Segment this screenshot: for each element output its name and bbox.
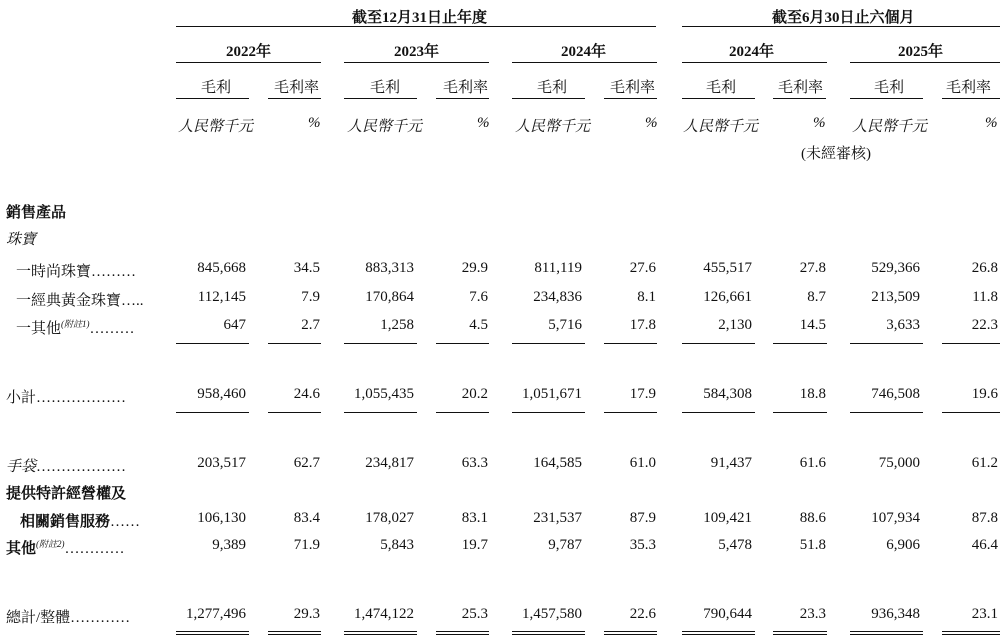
row-label-other (6, 537, 125, 558)
table-cell: 178,027 (365, 510, 414, 526)
unit-profit-2024: 人民幣千元 (515, 119, 591, 135)
table-cell: 790,644 (703, 606, 752, 622)
table-cell: 231,537 (533, 510, 582, 526)
table-cell: 34.5 (293, 260, 320, 276)
table-rule (942, 412, 1000, 413)
table-cell: 8.1 (637, 289, 656, 305)
unit-margin-2022: % (308, 115, 321, 131)
table-rule (942, 343, 1000, 344)
table-cell: 87.8 (971, 510, 998, 526)
table-cell: 811,119 (534, 260, 582, 276)
table-cell: 35.3 (629, 537, 656, 553)
row-label-franchise-services (6, 510, 140, 531)
table-cell: 5,478 (718, 537, 752, 553)
row-label-text: 小計 (6, 390, 37, 406)
table-rule (604, 412, 657, 413)
rule-year-2023 (344, 62, 489, 63)
table-cell: 647 (223, 317, 246, 333)
col-header-profit-2024: 毛利 (537, 80, 568, 96)
table-rule (176, 631, 249, 635)
row-label-other-jewelry (6, 317, 135, 338)
table-cell: 29.9 (461, 260, 488, 276)
row-label-total (6, 606, 130, 627)
row-label-fashion-jewelry (6, 260, 136, 281)
year-header-2023: 2023年 (394, 44, 440, 60)
table-cell: 22.3 (971, 317, 998, 333)
table-cell: 234,836 (533, 289, 582, 305)
table-cell: 83.1 (461, 510, 488, 526)
table-rule (512, 631, 585, 635)
table-cell: 126,661 (703, 289, 752, 305)
year-header-2022: 2022年 (226, 44, 272, 60)
table-cell: 1,277,496 (186, 606, 246, 622)
table-rule (268, 631, 321, 635)
table-cell: 26.8 (971, 260, 998, 276)
rule-year-2025-h1 (850, 62, 1000, 63)
leader-dots: ……………… (36, 459, 127, 475)
leader-dots: ………… (70, 610, 131, 626)
table-cell: 14.5 (799, 317, 826, 333)
table-rule (942, 631, 1000, 635)
table-rule (682, 412, 755, 413)
section-jewelry: 珠寶 (6, 232, 37, 248)
table-cell: 2,130 (718, 317, 752, 333)
table-rule (604, 631, 657, 635)
table-rule (682, 631, 755, 635)
table-cell: 112,145 (197, 289, 246, 305)
table-cell: 213,509 (871, 289, 920, 305)
table-cell: 25.3 (461, 606, 488, 622)
table-cell: 2.7 (301, 317, 320, 333)
rule-col-margin-2024 (604, 98, 657, 99)
table-cell: 1,055,435 (354, 386, 414, 402)
leader-dots: ……… (89, 321, 135, 337)
table-rule (176, 343, 249, 344)
unaudited-note: (未經審核) (801, 146, 871, 162)
table-cell: 51.8 (799, 537, 826, 553)
rule-year-2024 (512, 62, 657, 63)
unit-margin-2024: % (645, 115, 658, 131)
table-cell: 164,585 (533, 455, 582, 471)
table-cell: 1,258 (380, 317, 414, 333)
table-cell: 106,130 (197, 510, 246, 526)
table-cell: 61.6 (799, 455, 826, 471)
rule-full-year (176, 26, 656, 27)
table-rule (344, 412, 417, 413)
table-cell: 936,348 (871, 606, 920, 622)
unit-profit-2025-h1: 人民幣千元 (852, 119, 928, 135)
table-rule (268, 343, 321, 344)
table-cell: 11.8 (972, 289, 998, 305)
table-rule (436, 412, 489, 413)
rule-col-profit-2024-h1 (682, 98, 755, 99)
table-cell: 5,716 (548, 317, 582, 333)
leader-dots: ….. (121, 293, 144, 309)
table-cell: 23.1 (971, 606, 998, 622)
table-rule (268, 412, 321, 413)
rule-half-year (682, 26, 1000, 27)
col-header-margin-2024-h1: 毛利率 (778, 80, 824, 96)
table-cell: 455,517 (703, 260, 752, 276)
row-label-classic-gold-jewelry (6, 289, 144, 310)
table-cell: 75,000 (878, 455, 920, 471)
rule-year-2022 (176, 62, 321, 63)
table-rule (850, 412, 923, 413)
row-label-text: 其他 (6, 541, 37, 557)
table-cell: 7.6 (469, 289, 488, 305)
rule-col-profit-2025-h1 (850, 98, 923, 99)
table-cell: 46.4 (971, 537, 998, 553)
table-rule (604, 343, 657, 344)
leader-dots: ………… (64, 541, 125, 557)
table-rule (773, 343, 827, 344)
table-cell: 6,906 (886, 537, 920, 553)
row-label-text: 一其他 (16, 321, 62, 337)
row-label-text: 相關銷售服務 (20, 514, 111, 530)
leader-dots: ……………… (36, 390, 127, 406)
rule-col-profit-2023 (344, 98, 417, 99)
unit-margin-2023: % (477, 115, 490, 131)
table-cell: 883,313 (365, 260, 414, 276)
table-cell: 529,366 (871, 260, 920, 276)
table-rule (850, 343, 923, 344)
table-cell: 746,508 (871, 386, 920, 402)
table-cell: 22.6 (629, 606, 656, 622)
table-cell: 1,051,671 (522, 386, 582, 402)
unit-profit-2022: 人民幣千元 (178, 119, 254, 135)
table-rule (344, 343, 417, 344)
unit-margin-2025-h1: % (985, 115, 998, 131)
year-header-2024: 2024年 (561, 44, 607, 60)
col-header-margin-2024: 毛利率 (610, 80, 656, 96)
col-header-profit-2023: 毛利 (370, 80, 401, 96)
row-label-text: 總計/整體 (6, 610, 71, 626)
table-cell: 91,437 (710, 455, 752, 471)
col-header-profit-2022: 毛利 (201, 80, 232, 96)
table-rule (176, 412, 249, 413)
table-cell: 27.8 (799, 260, 826, 276)
table-cell: 27.6 (629, 260, 656, 276)
table-cell: 958,460 (197, 386, 246, 402)
footnote-ref-2: (附註2) (36, 539, 65, 549)
table-cell: 584,308 (703, 386, 752, 402)
period-header-half-year: 截至6月30日止六個月 (772, 10, 915, 26)
rule-col-margin-2022 (268, 98, 321, 99)
table-cell: 17.8 (629, 317, 656, 333)
table-cell: 19.6 (971, 386, 998, 402)
rule-col-profit-2022 (176, 98, 249, 99)
row-label-text: 手袋 (6, 459, 37, 475)
table-cell: 20.2 (461, 386, 488, 402)
table-cell: 17.9 (629, 386, 656, 402)
row-label-handbags (6, 455, 126, 476)
table-cell: 203,517 (197, 455, 246, 471)
table-rule (436, 631, 489, 635)
rule-col-margin-2025-h1 (942, 98, 1000, 99)
table-rule (682, 343, 755, 344)
table-cell: 29.3 (293, 606, 320, 622)
footnote-ref-1: (附註1) (61, 319, 90, 329)
row-label-text: 一時尚珠寶 (16, 264, 92, 280)
table-cell: 107,934 (871, 510, 920, 526)
table-cell: 8.7 (807, 289, 826, 305)
table-cell: 109,421 (703, 510, 752, 526)
table-cell: 83.4 (293, 510, 320, 526)
table-cell: 18.8 (799, 386, 826, 402)
table-cell: 9,389 (212, 537, 246, 553)
table-rule (436, 343, 489, 344)
leader-dots: ……… (91, 264, 137, 280)
table-cell: 19.7 (461, 537, 488, 553)
table-rule (850, 631, 923, 635)
table-cell: 7.9 (301, 289, 320, 305)
period-header-full-year: 截至12月31日止年度 (352, 10, 488, 26)
table-cell: 62.7 (293, 455, 320, 471)
table-cell: 845,668 (197, 260, 246, 276)
col-header-margin-2022: 毛利率 (274, 80, 320, 96)
table-cell: 1,474,122 (354, 606, 414, 622)
unit-profit-2023: 人民幣千元 (347, 119, 423, 135)
table-cell: 23.3 (799, 606, 826, 622)
rule-col-margin-2024-h1 (773, 98, 826, 99)
col-header-profit-2024-h1: 毛利 (706, 80, 737, 96)
rule-col-profit-2024 (512, 98, 585, 99)
unit-margin-2024-h1: % (813, 115, 826, 131)
table-cell: 24.6 (293, 386, 320, 402)
col-header-margin-2025-h1: 毛利率 (946, 80, 992, 96)
table-rule (344, 631, 417, 635)
rule-col-margin-2023 (436, 98, 489, 99)
table-cell: 9,787 (548, 537, 582, 553)
year-header-2025-h1: 2025年 (898, 44, 944, 60)
table-cell: 234,817 (365, 455, 414, 471)
table-rule (773, 412, 827, 413)
table-rule (512, 412, 585, 413)
row-label-subtotal (6, 386, 126, 407)
row-label-franchise-line1: 提供特許經營權及 (6, 486, 127, 502)
section-sales-products: 銷售產品 (6, 205, 67, 221)
table-cell: 170,864 (365, 289, 414, 305)
table-cell: 71.9 (293, 537, 320, 553)
col-header-profit-2025-h1: 毛利 (874, 80, 905, 96)
col-header-margin-2023: 毛利率 (443, 80, 489, 96)
row-label-text: 一經典黃金珠寶 (16, 293, 122, 309)
table-rule (512, 343, 585, 344)
table-cell: 61.2 (971, 455, 998, 471)
table-cell: 1,457,580 (522, 606, 582, 622)
table-cell: 63.3 (461, 455, 488, 471)
rule-year-2024-h1 (682, 62, 827, 63)
unit-profit-2024-h1: 人民幣千元 (683, 119, 759, 135)
table-rule (773, 631, 827, 635)
table-cell: 4.5 (469, 317, 488, 333)
table-cell: 87.9 (629, 510, 656, 526)
table-cell: 3,633 (886, 317, 920, 333)
leader-dots: …… (110, 514, 141, 530)
table-cell: 61.0 (629, 455, 656, 471)
table-cell: 5,843 (380, 537, 414, 553)
table-cell: 88.6 (799, 510, 826, 526)
year-header-2024-h1: 2024年 (729, 44, 775, 60)
